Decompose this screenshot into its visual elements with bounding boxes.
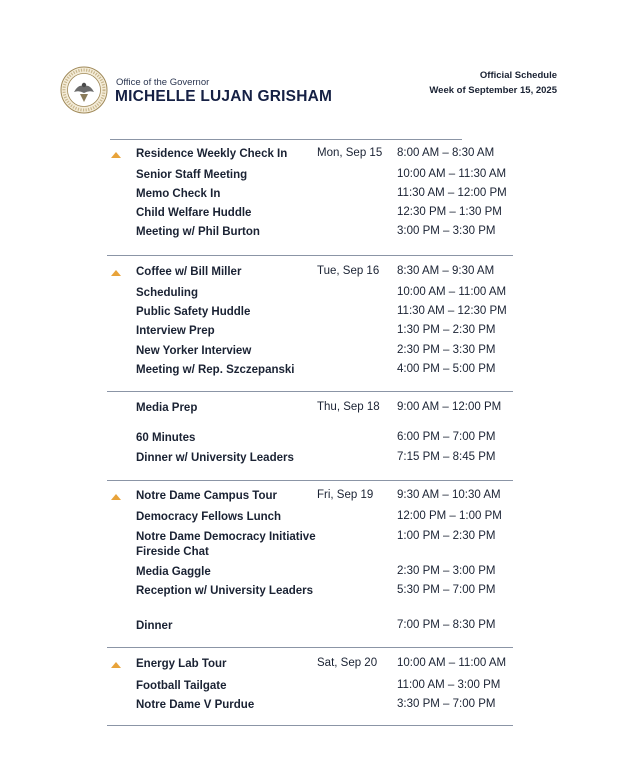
day-divider <box>107 725 513 726</box>
event-time: 2:30 PM – 3:00 PM <box>397 565 496 577</box>
event-title: Memo Check In <box>136 188 221 200</box>
event-title: Meeting w/ Phil Burton <box>136 226 260 238</box>
event-time: 8:30 AM – 9:30 AM <box>397 265 495 277</box>
day-date: Mon, Sep 15 <box>317 147 383 159</box>
event-title: New Yorker Interview <box>136 345 252 357</box>
event-title: Notre Dame Democracy Initiative Fireside Chat <box>136 531 316 558</box>
event-time: 10:00 AM – 11:00 AM <box>397 286 507 298</box>
event-time: 11:30 AM – 12:30 PM <box>397 305 507 317</box>
day-date: Tue, Sep 16 <box>317 265 380 277</box>
caret-up-icon <box>110 269 122 277</box>
event-title: Energy Lab Tour <box>136 658 227 670</box>
event-title: Dinner w/ University Leaders <box>136 452 294 464</box>
caret-up-icon <box>110 661 122 669</box>
event-time: 2:30 PM – 3:30 PM <box>397 344 496 356</box>
event-time: 12:00 PM – 1:00 PM <box>397 510 502 522</box>
event-time: 10:00 AM – 11:30 AM <box>397 168 507 180</box>
event-time: 3:00 PM – 3:30 PM <box>397 225 496 237</box>
event-time: 10:00 AM – 11:00 AM <box>397 657 507 669</box>
day-divider <box>107 480 513 481</box>
event-title: Notre Dame Campus Tour <box>136 490 278 502</box>
day-date: Thu, Sep 18 <box>317 401 380 413</box>
governor-name: MICHELLE LUJAN GRISHAM <box>115 88 333 105</box>
event-time: 11:30 AM – 12:00 PM <box>397 187 507 199</box>
event-time: 6:00 PM – 7:00 PM <box>397 431 496 443</box>
event-time: 8:00 AM – 8:30 AM <box>397 147 495 159</box>
event-time: 11:00 AM – 3:00 PM <box>397 679 501 691</box>
event-title: Scheduling <box>136 287 198 299</box>
event-time: 9:30 AM – 10:30 AM <box>397 489 501 501</box>
event-title: Meeting w/ Rep. Szczepanski <box>136 364 295 376</box>
event-time: 9:00 AM – 12:00 PM <box>397 401 502 413</box>
day-date: Sat, Sep 20 <box>317 657 378 669</box>
event-title: Democracy Fellows Lunch <box>136 511 282 523</box>
day-divider <box>107 647 513 648</box>
event-title: Football Tailgate <box>136 680 227 692</box>
event-time: 5:30 PM – 7:00 PM <box>397 584 496 596</box>
state-seal-icon <box>60 66 108 114</box>
event-time: 3:30 PM – 7:00 PM <box>397 698 496 710</box>
office-label: Office of the Governor <box>116 77 210 88</box>
day-divider <box>107 391 513 392</box>
event-title: Senior Staff Meeting <box>136 169 248 181</box>
event-title: Media Prep <box>136 402 198 414</box>
event-title: Reception w/ University Leaders <box>136 585 314 597</box>
schedule-title: Official Schedule <box>479 70 557 81</box>
event-time: 7:00 PM – 8:30 PM <box>397 619 496 631</box>
schedule-week: Week of September 15, 2025 <box>429 85 557 96</box>
event-title: Child Welfare Huddle <box>136 207 252 219</box>
event-title: Residence Weekly Check In <box>136 148 288 160</box>
event-time: 1:30 PM – 2:30 PM <box>397 324 496 336</box>
event-title: 60 Minutes <box>136 432 196 444</box>
caret-up-icon <box>110 151 122 159</box>
event-time: 7:15 PM – 8:45 PM <box>397 451 496 463</box>
schedule-meta <box>429 68 557 98</box>
event-time: 12:30 PM – 1:30 PM <box>397 206 502 218</box>
day-date: Fri, Sep 19 <box>317 489 374 501</box>
event-time: 1:00 PM – 2:30 PM <box>397 530 496 542</box>
event-title: Notre Dame V Purdue <box>136 699 255 711</box>
day-divider <box>107 255 513 256</box>
event-title: Coffee w/ Bill Miller <box>136 266 242 278</box>
event-time: 4:00 PM – 5:00 PM <box>397 363 496 375</box>
event-title: Interview Prep <box>136 325 215 337</box>
event-title: Dinner <box>136 620 173 632</box>
event-title: Media Gaggle <box>136 566 211 578</box>
caret-up-icon <box>110 493 122 501</box>
header-divider <box>110 139 462 140</box>
event-title: Public Safety Huddle <box>136 306 251 318</box>
